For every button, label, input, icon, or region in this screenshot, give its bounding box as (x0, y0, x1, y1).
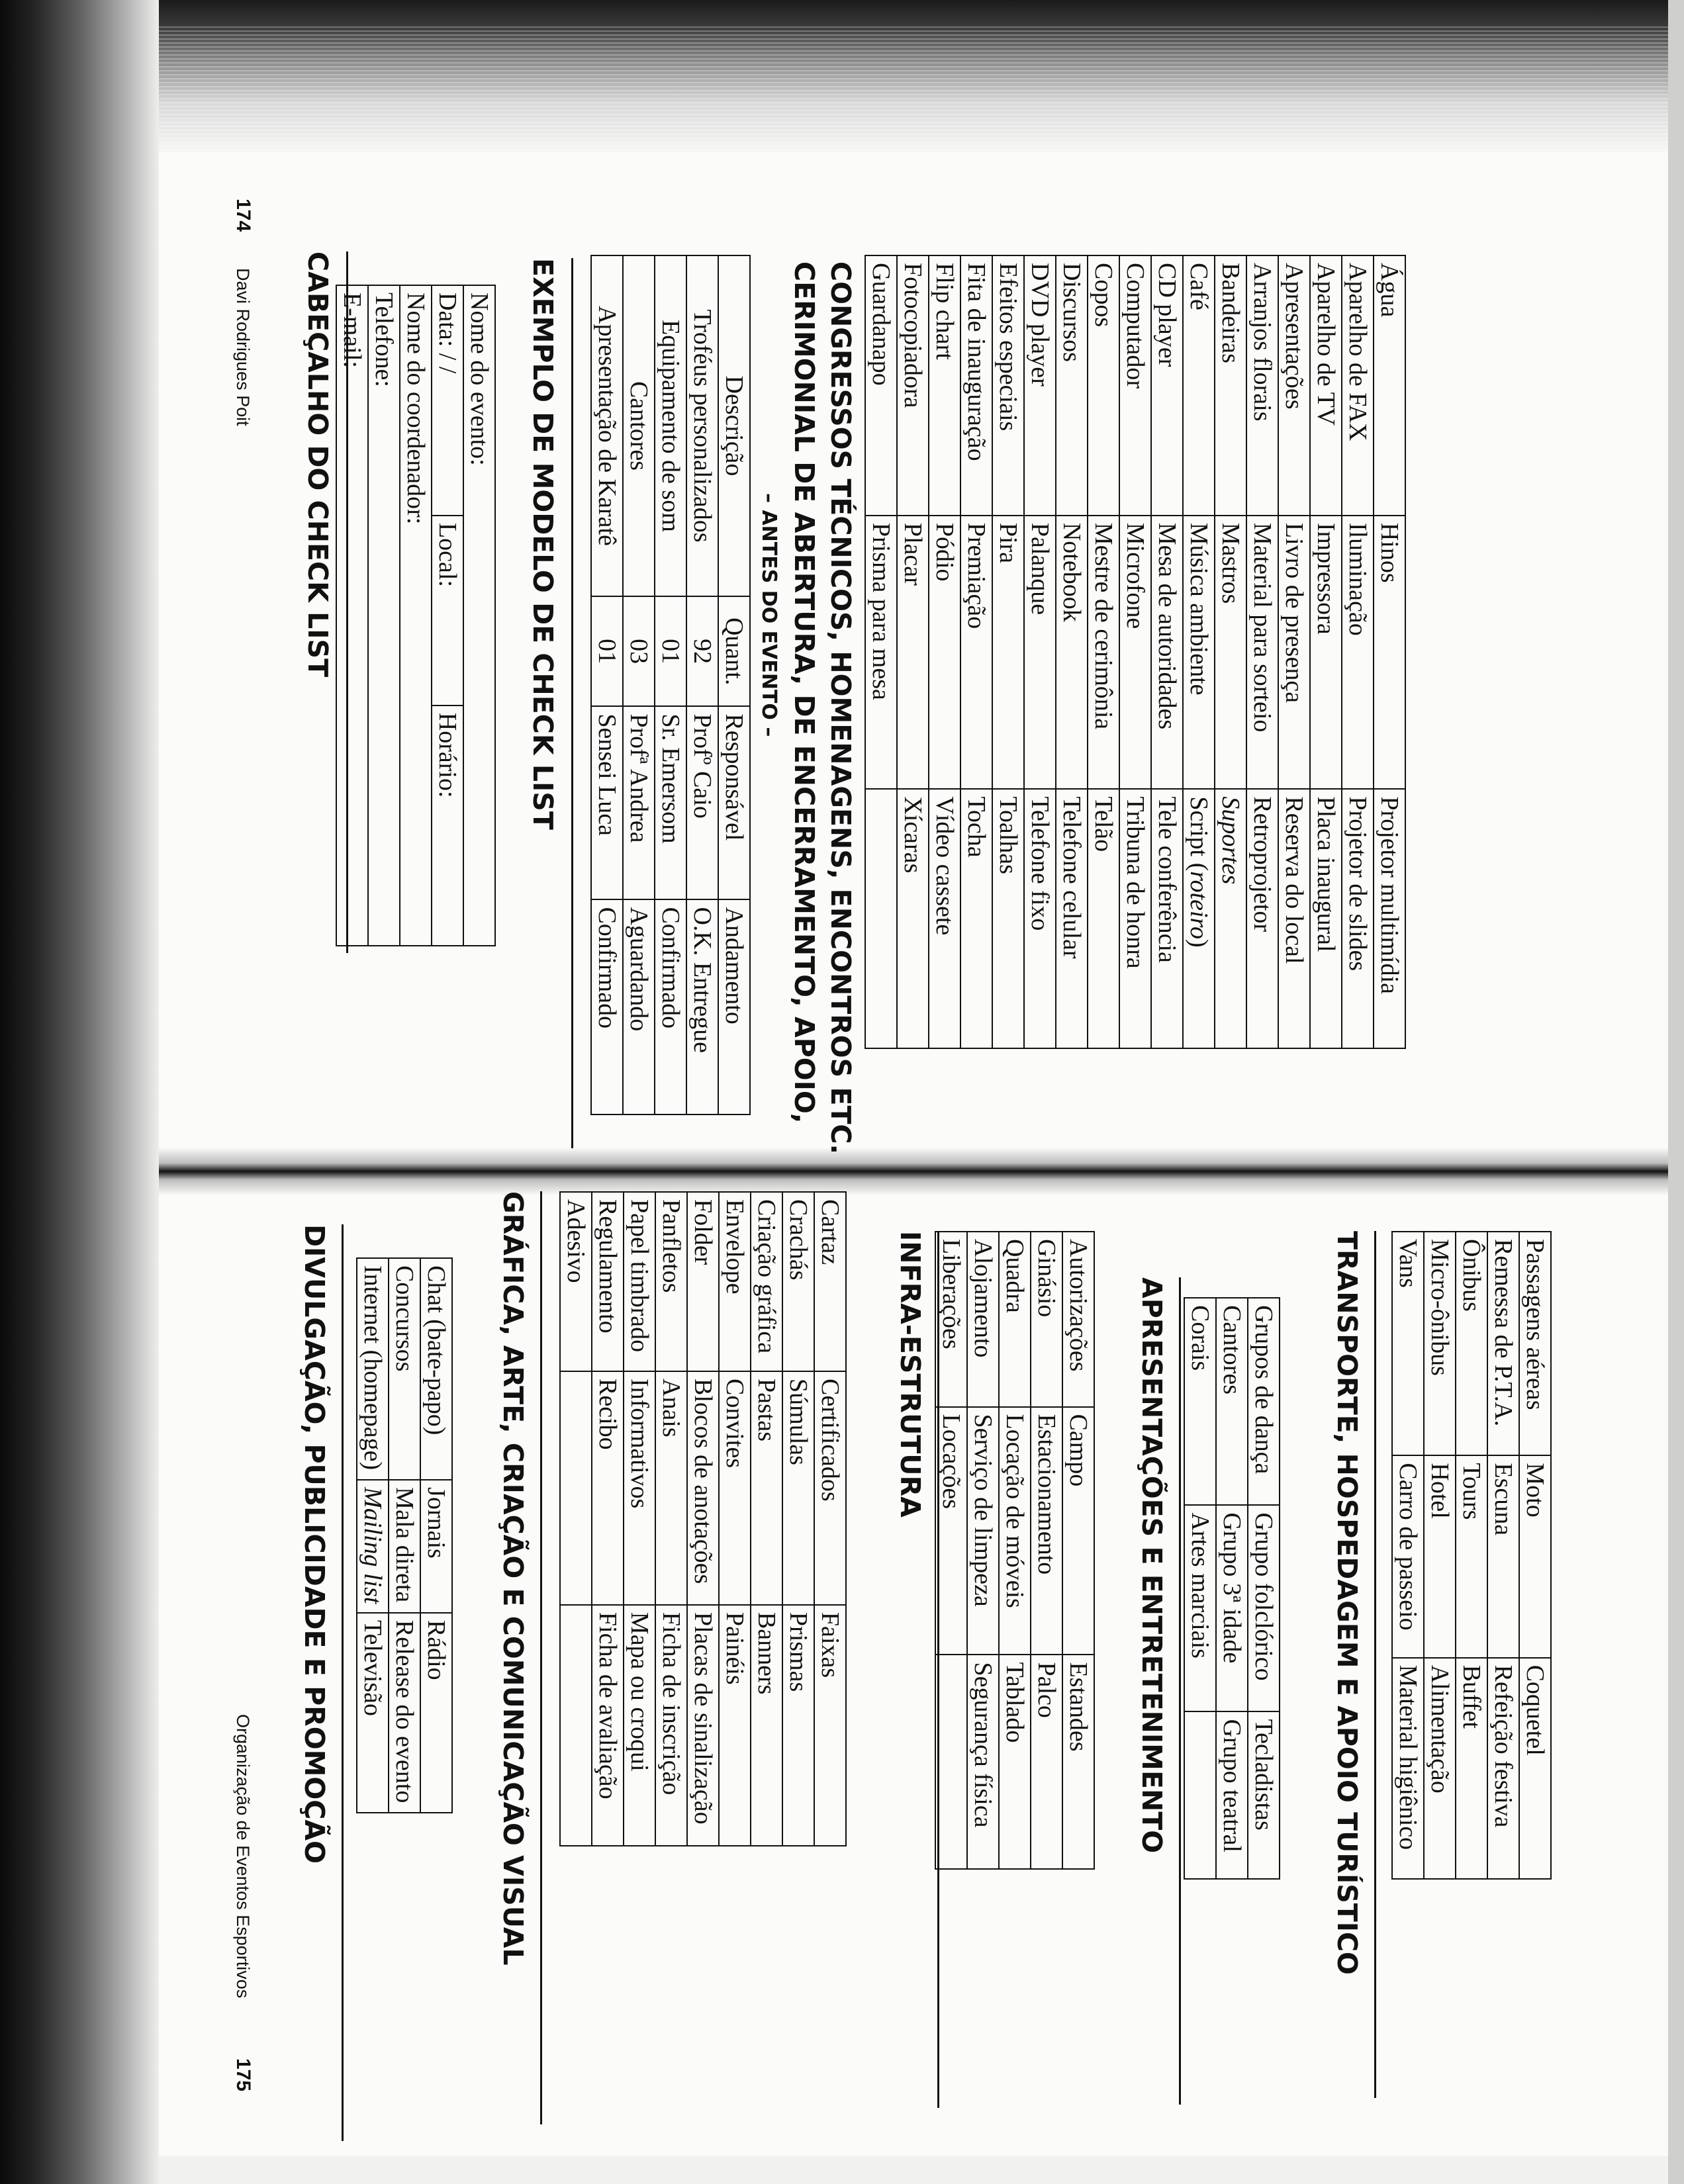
table-cell: Iluminação (1342, 516, 1374, 789)
table-cell: Liberações (935, 1232, 967, 1407)
table-cell: Telão (1088, 789, 1119, 1048)
table-cell: Artes marciais (1184, 1505, 1216, 1711)
table-row (1031, 1232, 1062, 1869)
table-cell: 01 (591, 596, 623, 706)
table-row (1487, 1232, 1519, 1879)
table-cell: Tocha (960, 789, 992, 1048)
table-cell: Prismas (782, 1605, 814, 1846)
table-cell: Flip chart (929, 255, 960, 516)
table-cell: Blocos de anotações (687, 1371, 719, 1605)
table-cell: Projetor multimídia (1374, 789, 1405, 1048)
table-row (591, 255, 623, 1115)
table-cell: Premiação (960, 516, 992, 789)
table-cell: Suportes (1215, 789, 1246, 1048)
header-section-title: CABEÇALHO DO CHECK LIST (302, 251, 334, 678)
table-cell: Vídeo cassete (929, 789, 960, 1048)
table-row (782, 1192, 814, 1846)
table-cell: Telefone fixo (1024, 789, 1056, 1048)
table-cell: Súmulas (782, 1371, 814, 1605)
table-cell: DVD player (1024, 255, 1056, 516)
table-cell: Equipamento de som (655, 255, 686, 596)
table-cell: Passagens aéreas (1519, 1232, 1551, 1455)
scan-shadow-left (0, 0, 159, 2184)
ceremonial-title-line2: CONGRESSOS TÉCNICOS, HOMENAGENS, ENCONTROS ETC. (825, 261, 857, 1155)
table-row (1374, 255, 1405, 1048)
page-number: 174 (232, 199, 254, 232)
table-cell (1184, 1711, 1216, 1879)
table-cell: Micro-ônibus (1424, 1232, 1456, 1455)
table-cell: Ficha de inscrição (655, 1605, 687, 1846)
table-row (655, 1192, 687, 1846)
table-cell: Grupo folclórico (1248, 1505, 1280, 1711)
transporte-title-rule (1374, 1231, 1376, 2098)
table-cell (935, 1655, 967, 1869)
table-cell: Fita de inauguração (960, 255, 992, 516)
table-cell: Tecladistas (1248, 1711, 1280, 1879)
table-header-row (718, 255, 750, 1115)
table-row (686, 255, 718, 1115)
table-row (1119, 255, 1151, 1048)
table-cell: Quant. (718, 596, 750, 706)
table-cell: Sr. Emersom (655, 706, 686, 899)
before-event-label: – ANTES DO EVENTO – (757, 493, 780, 737)
table-cell (865, 789, 897, 1048)
table-row (1424, 1232, 1456, 1879)
table-cell: Anais (655, 1371, 687, 1605)
table-cell: Mala direta (389, 1480, 420, 1613)
ceremonial-title-line1: CERIMONIAL DE ABERTURA, DE ENCERRAMENTO, APOIO, (788, 261, 820, 1124)
table-cell: Tele conferência (1151, 789, 1183, 1048)
table-row (999, 1232, 1031, 1869)
table-cell: Tours (1456, 1455, 1487, 1657)
table-cell: Internet (homepage) (357, 1258, 389, 1480)
table-cell: Bandeiras (1215, 255, 1246, 516)
table-cell: Computador (1119, 255, 1151, 516)
table-row (1246, 255, 1278, 1048)
table-cell: Certificados (814, 1371, 846, 1605)
table-cell: Locação de móveis (999, 1407, 1031, 1655)
table-cell: Recibo (592, 1371, 624, 1605)
table-cell: Estacionamento (1031, 1407, 1062, 1655)
transporte-table (1391, 1231, 1552, 1880)
table-cell: Apresentação de Karatê (591, 255, 623, 596)
table-cell: Concursos (389, 1258, 420, 1480)
table-cell: Horário: (432, 705, 463, 946)
table-row (1392, 1232, 1424, 1879)
table-cell: Envelope (719, 1192, 751, 1371)
page-number: 175 (232, 2058, 254, 2092)
table-cell: Mapa ou croqui (624, 1605, 655, 1846)
table-cell: Toalhas (992, 789, 1024, 1048)
form-field-row (368, 285, 400, 946)
table-cell: Material para sorteio (1246, 516, 1278, 789)
divulgacao-title-rule (342, 1224, 344, 2141)
table-row (389, 1258, 420, 1813)
table-cell: Arranjos florais (1246, 255, 1278, 516)
table-cell: Panfletos (655, 1192, 687, 1371)
apresentacoes-title-rule (1179, 1277, 1181, 2105)
table-row (1310, 255, 1342, 1048)
table-row (719, 1192, 751, 1846)
table-cell: Cantores (1216, 1298, 1248, 1505)
table-cell: Aguardando (623, 899, 655, 1115)
table-row (357, 1258, 389, 1813)
table-cell: Alojamento (967, 1232, 999, 1407)
rotated-spread (159, 0, 1684, 2184)
table-cell: 01 (655, 596, 686, 706)
table-cell: Remessa de P.T.A. (1487, 1232, 1519, 1455)
table-cell: Crachás (782, 1192, 814, 1371)
table-row (1183, 255, 1215, 1048)
table-cell: Impressora (1310, 516, 1342, 789)
apresentacoes-table (1184, 1297, 1280, 1880)
table-cell: Microfone (1119, 516, 1151, 789)
table-cell: Grupo teatral (1216, 1711, 1248, 1879)
table-cell: Descrição (718, 255, 750, 596)
ceremonial-table (865, 255, 1406, 1049)
table-cell: Troféus personalizados (686, 255, 718, 596)
table-cell: Tribuna de honra (1119, 789, 1151, 1048)
table-cell: Confirmado (655, 899, 686, 1115)
table-cell: Chat (bate-papo) (420, 1258, 452, 1480)
table-cell: Campo (1062, 1407, 1094, 1655)
table-row (1456, 1232, 1487, 1879)
table-cell: Tablado (999, 1655, 1031, 1869)
table-cell: Ficha de avaliação (592, 1605, 624, 1846)
table-cell: Segurança física (967, 1655, 999, 1869)
table-cell: Profª Andrea (623, 706, 655, 899)
table-row (929, 255, 960, 1048)
table-cell: CD player (1151, 255, 1183, 516)
table-row (624, 1192, 655, 1846)
table-cell: Convites (719, 1371, 751, 1605)
table-row (1088, 255, 1119, 1048)
table-cell: Cartaz (814, 1192, 846, 1371)
divulgacao-table (356, 1257, 453, 1813)
table-cell: Placas de sinalização (687, 1605, 719, 1846)
model-table (590, 255, 751, 1115)
table-row (1062, 1232, 1094, 1869)
table-cell: Ônibus (1456, 1232, 1487, 1455)
page-174 (159, 0, 1684, 1155)
table-cell: Local: (432, 516, 463, 705)
table-cell: Sensei Luca (591, 706, 623, 899)
header-fields-table (336, 285, 496, 946)
table-row (992, 255, 1024, 1048)
table-row (1216, 1298, 1248, 1879)
table-row (1278, 255, 1310, 1048)
table-cell: Papel timbrado (624, 1192, 655, 1371)
table-row (420, 1258, 452, 1813)
running-head: Organização de Eventos Esportivos (233, 1714, 253, 1999)
table-cell: Televisão (357, 1613, 389, 1813)
table-cell: Livro de presença (1278, 516, 1310, 789)
table-row (935, 1232, 967, 1869)
table-cell: Mailing list (357, 1480, 389, 1613)
section-title-infra: INFRA-ESTRUTURA (894, 1231, 926, 1518)
table-cell: Efeitos especiais (992, 255, 1024, 516)
table-cell: Notebook (1056, 516, 1088, 789)
table-cell: Andamento (718, 899, 750, 1115)
table-cell: Informativos (624, 1371, 655, 1605)
table-cell: Carro de passeio (1392, 1455, 1424, 1657)
table-cell: Grupo 3ª idade (1216, 1505, 1248, 1711)
grafica-title-rule (540, 1191, 542, 2124)
table-cell: Telefone celular (1056, 789, 1088, 1048)
table-cell: Adesivo (560, 1192, 592, 1371)
table-cell: Grupos de dança (1248, 1298, 1280, 1505)
table-cell: O.K. Entregue (686, 899, 718, 1115)
table-cell: Telefone: (368, 285, 400, 946)
table-cell: Retroprojetor (1246, 789, 1278, 1048)
table-row (751, 1192, 782, 1846)
table-cell (560, 1371, 592, 1605)
table-cell: 03 (623, 596, 655, 706)
table-cell: Data: / / (432, 285, 463, 516)
table-row (967, 1232, 999, 1869)
form-field-row (336, 285, 368, 946)
form-field-row (463, 285, 495, 946)
table-cell: Mestre de cerimônia (1088, 516, 1119, 789)
table-cell: E-mail: (336, 285, 368, 946)
table-cell: Pastas (751, 1371, 782, 1605)
table-cell: Hotel (1424, 1455, 1456, 1657)
table-cell: Banners (751, 1605, 782, 1846)
table-row (592, 1192, 624, 1846)
table-cell: 92 (686, 596, 718, 706)
table-cell: Prisma para mesa (865, 516, 897, 789)
form-field-row (432, 285, 463, 946)
table-cell: Hinos (1374, 516, 1405, 789)
table-cell: Discursos (1056, 255, 1088, 516)
table-row (560, 1192, 592, 1846)
table-cell: Mesa de autoridades (1151, 516, 1183, 789)
table-cell: Café (1183, 255, 1215, 516)
table-cell: Buffet (1456, 1658, 1487, 1879)
table-row (1184, 1298, 1216, 1879)
table-cell: Criação gráfica (751, 1192, 782, 1371)
table-cell: Ginásio (1031, 1232, 1062, 1407)
table-cell: Copos (1088, 255, 1119, 516)
section-title-apresentacoes: APRESENTAÇÕES E ENTRETENIMENTO (1136, 1277, 1168, 1854)
table-cell: Faixas (814, 1605, 846, 1846)
table-cell: Responsável (718, 706, 750, 899)
table-cell: Vans (1392, 1232, 1424, 1455)
running-head: Davi Rodrigues Poit (233, 268, 253, 426)
table-row (897, 255, 929, 1048)
section-title-grafica: GRÁFICA, ARTE, CRIAÇÃO E COMUNICAÇÃO VISUAL (497, 1191, 529, 1966)
table-cell: Release do evento (389, 1613, 420, 1813)
table-cell: Cantores (623, 255, 655, 596)
table-row (1151, 255, 1183, 1048)
table-cell: Alimentação (1424, 1658, 1456, 1879)
table-row (623, 255, 655, 1115)
table-row (1248, 1298, 1280, 1879)
table-row (655, 255, 686, 1115)
table-cell: Jornais (420, 1480, 452, 1613)
table-cell (560, 1605, 592, 1846)
table-cell: Escuna (1487, 1455, 1519, 1657)
table-cell: Quadra (999, 1232, 1031, 1407)
table-cell: Nome do evento: (463, 285, 495, 946)
table-cell: Rádio (420, 1613, 452, 1813)
table-row (687, 1192, 719, 1846)
table-cell: Material higiênico (1392, 1658, 1424, 1879)
model-title-rule (571, 258, 573, 1148)
table-row (1024, 255, 1056, 1048)
table-row (960, 255, 992, 1048)
table-cell: Água (1374, 255, 1405, 516)
infra-table (935, 1231, 1095, 1870)
table-row (1342, 255, 1374, 1048)
table-cell: Regulamento (592, 1192, 624, 1371)
table-cell: Locações (935, 1407, 967, 1655)
form-field-row (400, 285, 432, 946)
table-cell: Folder (687, 1192, 719, 1371)
table-cell: Mastros (1215, 516, 1246, 789)
table-cell: Guardanapo (865, 255, 897, 516)
table-cell: Autorizações (1062, 1232, 1094, 1407)
table-cell: Fotocopiadora (897, 255, 929, 516)
table-row (1519, 1232, 1551, 1879)
table-cell: Palco (1031, 1655, 1062, 1869)
table-cell: Pira (992, 516, 1024, 789)
grafica-table (559, 1191, 847, 1846)
table-cell: Script (roteiro) (1183, 789, 1215, 1048)
table-row (1215, 255, 1246, 1048)
table-cell: Apresentações (1278, 255, 1310, 516)
table-cell: Refeição festiva (1487, 1658, 1519, 1879)
table-cell: Aparelho de FAX (1342, 255, 1374, 516)
table-row (865, 255, 897, 1048)
table-cell: Nome do coordenador: (400, 285, 432, 946)
table-cell: Coquetel (1519, 1658, 1551, 1879)
table-cell: Palanque (1024, 516, 1056, 789)
table-cell: Painéis (719, 1605, 751, 1846)
table-cell: Corais (1184, 1298, 1216, 1505)
model-section-title: EXEMPLO DE MODELO DE CHECK LIST (527, 258, 559, 830)
table-cell: Aparelho de TV (1310, 255, 1342, 516)
table-cell: Estandes (1062, 1655, 1094, 1869)
page-175 (159, 1125, 1684, 2171)
table-cell: Música ambiente (1183, 516, 1215, 789)
table-row (1056, 255, 1088, 1048)
table-cell: Reserva do local (1278, 789, 1310, 1048)
table-cell: Serviço de limpeza (967, 1407, 999, 1655)
table-cell: Xícaras (897, 789, 929, 1048)
section-title-transporte: TRANSPORTE, HOSPEDAGEM E APOIO TURÍSTICO (1331, 1231, 1363, 1975)
table-cell: Moto (1519, 1455, 1551, 1657)
table-row (814, 1192, 846, 1846)
table-cell: Placar (897, 516, 929, 789)
table-cell: Projetor de slides (1342, 789, 1374, 1048)
table-cell: Pódio (929, 516, 960, 789)
table-cell: Confirmado (591, 899, 623, 1115)
table-cell: Placa inaugural (1310, 789, 1342, 1048)
section-title-divulgacao: DIVULGAÇÃO, PUBLICIDADE E PROMOÇÃO (299, 1224, 330, 1864)
table-cell: Profº Caio (686, 706, 718, 899)
